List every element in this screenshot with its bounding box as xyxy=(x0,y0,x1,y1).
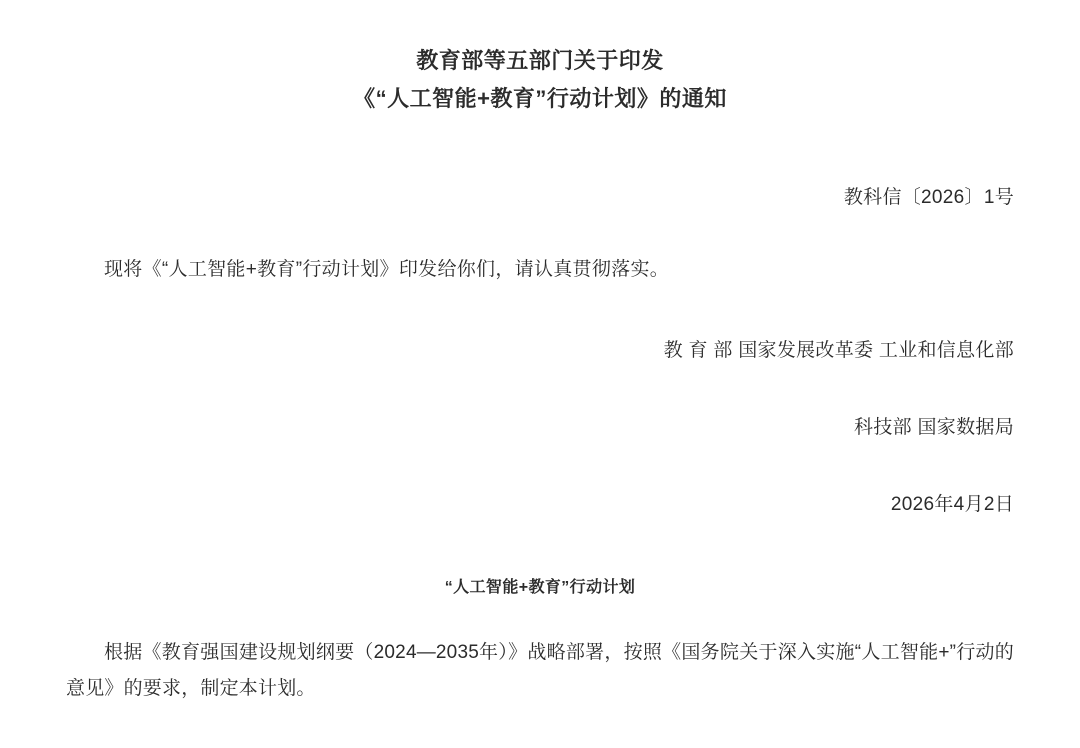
notice-body-paragraph: 现将《“人工智能+教育”行动计划》印发给你们，请认真贯彻落实。 xyxy=(104,259,670,280)
plan-opening-paragraph: 根据《教育强国建设规划纲要（2024—2035年）》战略部署，按照《国务院关于深入实施“人工智能+”行动的意见》的要求，制定本计划。 xyxy=(66,642,1014,699)
issue-date: 2026年4月2日 xyxy=(890,494,1014,515)
document-number: 教科信〔2026〕1号 xyxy=(843,187,1014,208)
issuing-agencies-line-2: 科技部 国家数据局 xyxy=(854,417,1014,438)
page-title-line-2: 《“人工智能+教育”行动计划》的通知 xyxy=(353,86,727,111)
plan-title: “人工智能+教育”行动计划 xyxy=(444,579,636,596)
page-title-line-1: 教育部等五部门关于印发 xyxy=(416,48,664,73)
issuing-agencies-line-1: 教 育 部 国家发展改革委 工业和信息化部 xyxy=(663,340,1014,361)
